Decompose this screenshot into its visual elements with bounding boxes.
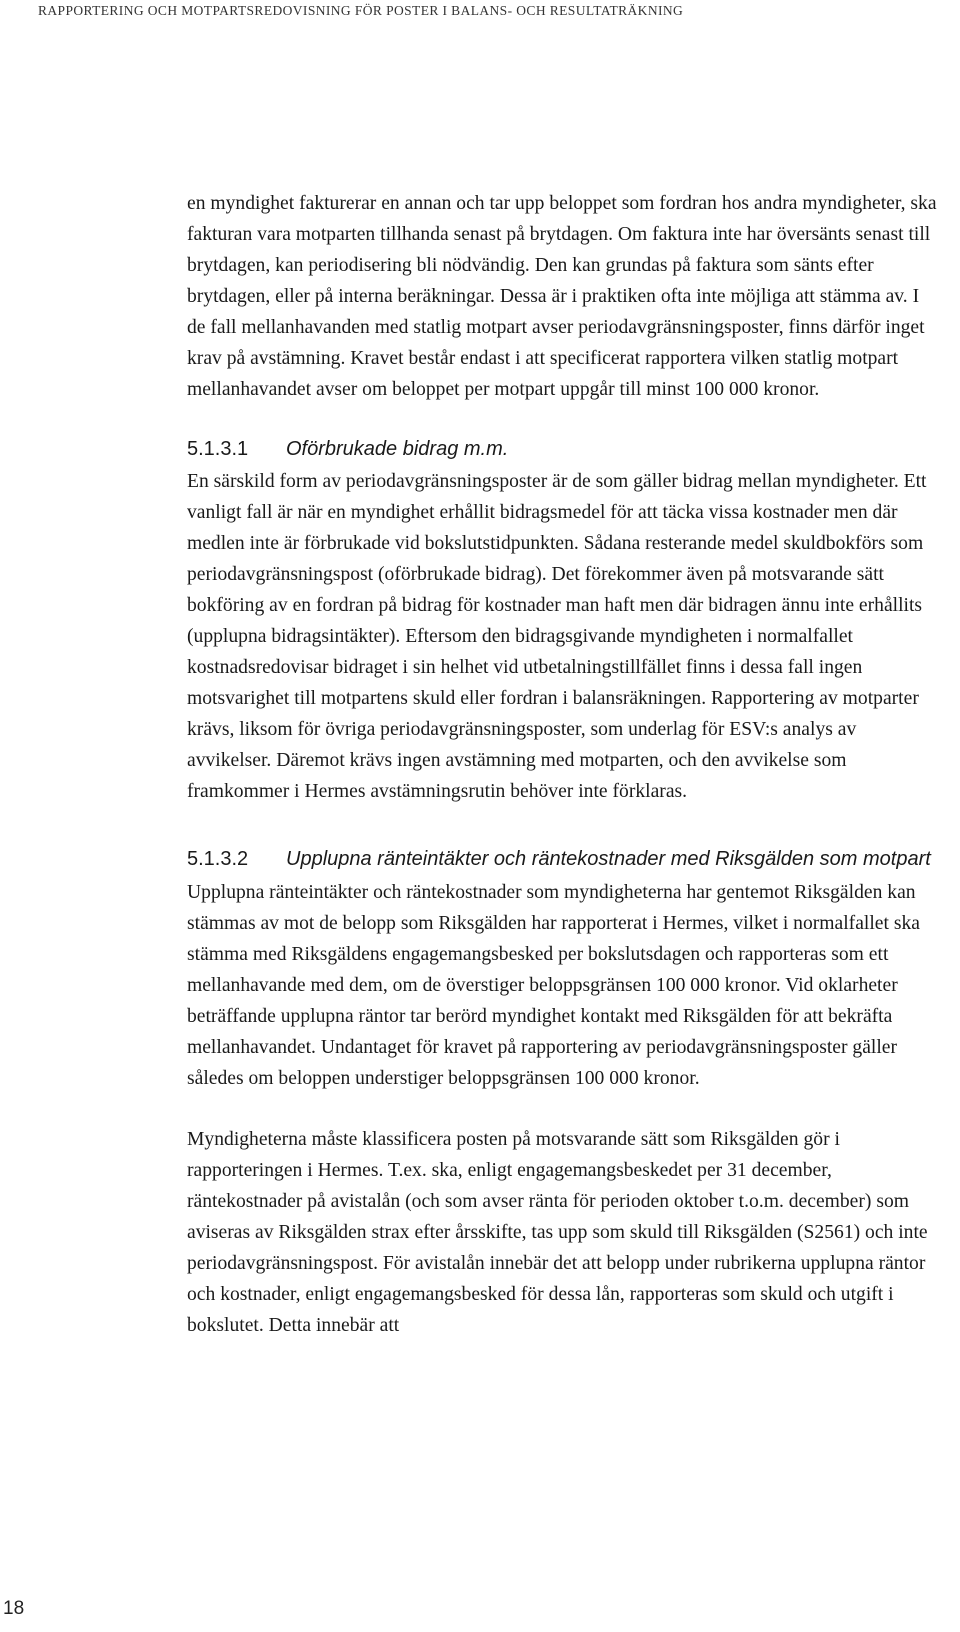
- running-header: RAPPORTERING OCH MOTPARTSREDOVISNING FÖR POSTER I BALANS- OCH RESULTATRÄKNING: [38, 3, 684, 18]
- page-content: [187, 188, 937, 1341]
- section-title: Oförbrukade bidrag m.m.: [286, 438, 509, 460]
- section-paragraph: Upplupna ränteintäkter och räntekostnader som myndigheterna har gentemot Riksgälden kan stämmas av mot de belopp som Riksgälden har rapporterat i Hermes, vilket i normalfallet ska stämma med Riksgäldens engagemangsbesked per bokslutsdagen och rapporteras som ett mellanhavande med dem, om de överstiger beloppsgränsen 100 000 kronor. Vid oklarheter beträffande upplupna räntor tar berörd myndighet kontakt med Riksgälden för att bekräfta mellanhavandet. Undantaget för kravet på rapportering av periodavgränsningsposter gäller således om beloppen understiger beloppsgränsen 100 000 kronor.: [187, 882, 920, 1089]
- section-paragraph: Myndigheterna måste klassificera posten på motsvarande sätt som Riksgälden gör i rapporteringen i Hermes. T.ex. ska, enligt engagemangsbeskedet per 31 december, räntekostnader på avistalån (och som avser ränta för perioden oktober t.o.m. december) som aviseras av Riksgälden strax efter årsskifte, tas upp som skuld till Riksgälden (S2561) och inte periodavgränsningspost. För avistalån innebär det att belopp under rubrikerna upplupna räntor och kostnader, enligt engagemangsbesked för dessa lån, rapporteras som skuld och utgift i bokslutet. Detta innebär att: [187, 1129, 928, 1336]
- section-number: 5.1.3.2: [187, 848, 249, 870]
- section-heading-5-1-3-2: [187, 844, 937, 874]
- section-number: 5.1.3.1: [187, 438, 249, 460]
- page-number: 18: [3, 1598, 25, 1619]
- intro-paragraph: en myndighet fakturerar en annan och tar upp beloppet som fordran hos andra myndigheter, ska fakturan vara motparten tillhanda senast på brytdagen. Om faktura inte har översänts senast till brytdagen, kan periodisering bli nödvändig. Den kan grundas på faktura som sänts efter brytdagen, eller på interna beräkningar. Dessa är i praktiken ofta inte möjliga att stämma av. I de fall mellanhavanden med statlig motpart avser periodavgränsningsposter, finns därför inget krav på avstämning. Kravet består endast i att specificerat rapportera vilken statlig motpart mellanhavandet avser om beloppet per motpart uppgår till minst 100 000 kronor.: [187, 193, 937, 400]
- section-title: Upplupna ränteintäkter och räntekostnader med Riksgälden som motpart: [286, 848, 931, 870]
- section-heading-5-1-3-1: [187, 434, 937, 464]
- section-paragraph: En särskild form av periodavgränsningsposter är de som gäller bidrag mellan myndigheter. Ett vanligt fall är när en myndighet erhållit bidragsmedel för att täcka vissa kostnader men där medlen inte är förbrukade vid bokslutstidpunkten. Sådana resterande medel skuldbokförs som periodavgränsningspost (oförbrukade bidrag). Det förekommer även på motsvarande sätt bokföring av en fordran på bidrag för kostnader man haft men där bidragen ännu inte erhållits (upplupna bidragsintäkter). Eftersom den bidragsgivande myndigheten i normalfallet kostnadsredovisar bidraget i sin helhet vid utbetalningstillfället finns i dessa fall ingen motsvarighet till motpartens skuld eller fordran i balansräkningen. Rapportering av motparter krävs, liksom för övriga periodavgränsningsposter, som underlag för ESV:s analys av avvikelser. Däremot krävs ingen avstämning med motparten, och den avvikelse som framkommer i Hermes avstämningsrutin behöver inte förklaras.: [187, 471, 927, 802]
